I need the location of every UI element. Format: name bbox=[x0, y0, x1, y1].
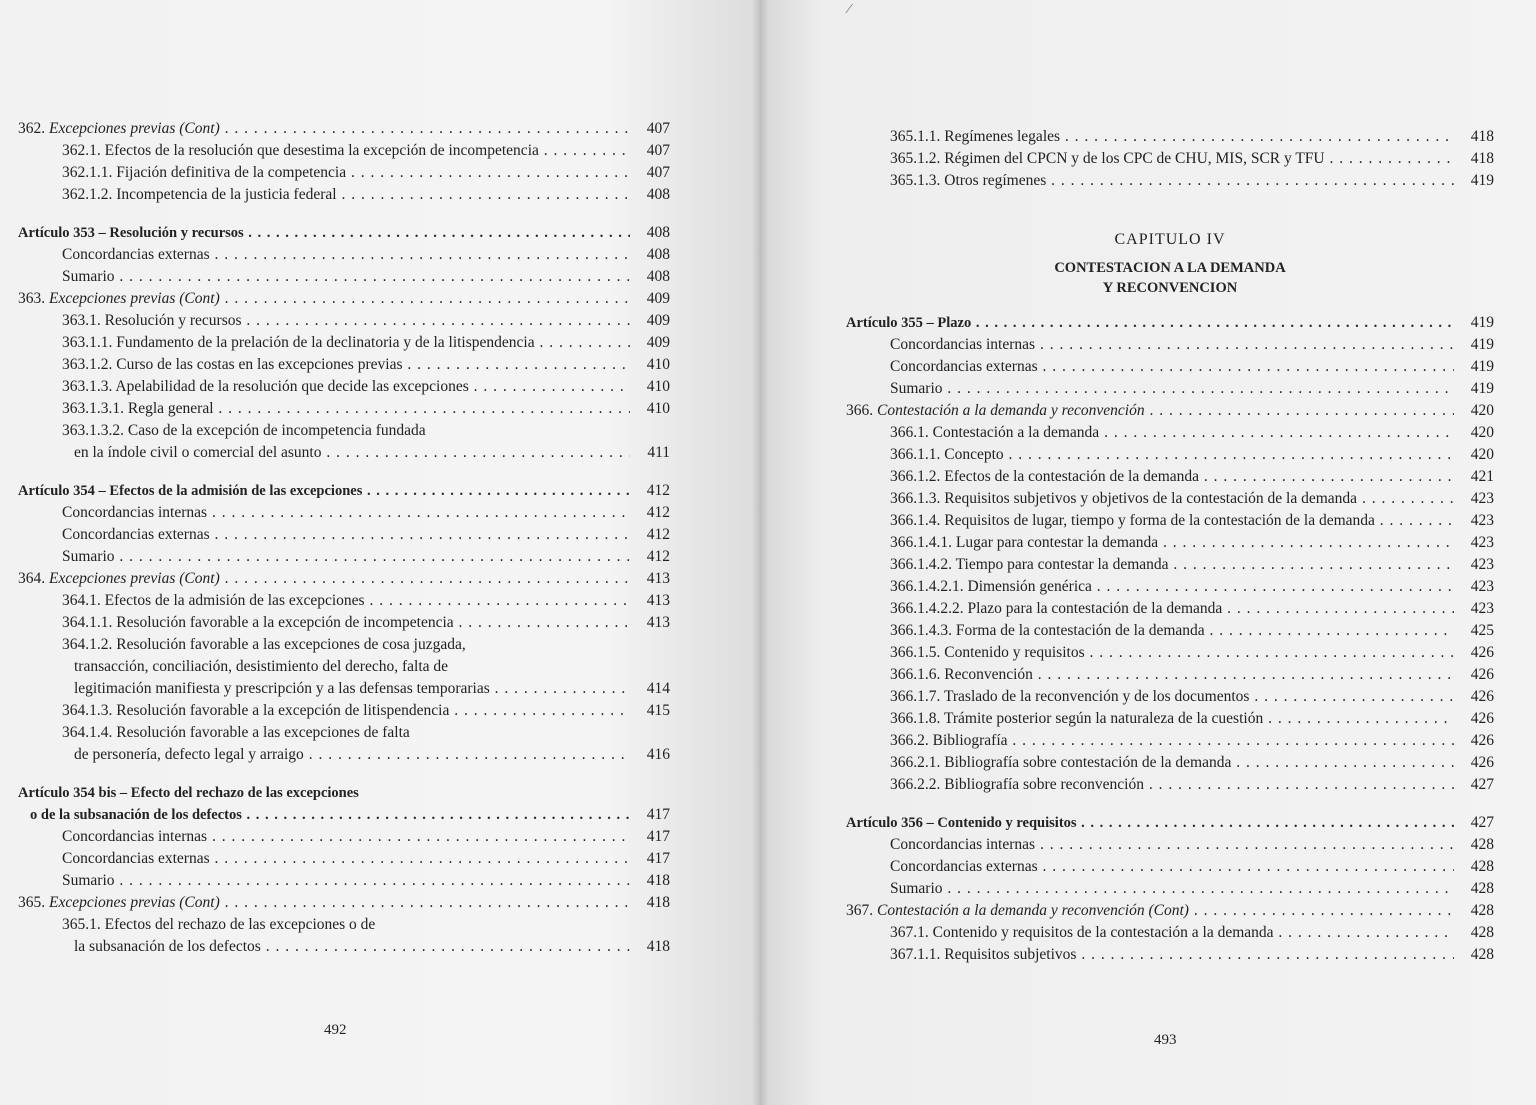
toc-page-number: 410 bbox=[646, 356, 670, 373]
toc-entry-text: Concordancias internas . . . bbox=[18, 502, 630, 524]
toc-page-number: 426 bbox=[1470, 710, 1494, 727]
toc-entry-text: 363.1.3.1. Regla general . . . bbox=[18, 398, 630, 420]
toc-page-number: 423 bbox=[1470, 578, 1494, 595]
toc-page-number: 426 bbox=[1470, 688, 1494, 705]
toc-page-number: 419 bbox=[1470, 172, 1494, 189]
toc-page-number: 408 bbox=[646, 224, 670, 241]
toc-page-number: 412 bbox=[646, 526, 670, 543]
toc-entry bbox=[18, 590, 670, 612]
toc-page-number: 423 bbox=[1470, 556, 1494, 573]
toc-entry bbox=[846, 532, 1494, 554]
section-number: 365. bbox=[18, 894, 46, 911]
toc-entry-text: 367.1. Contenido y requisitos de la contestación a la demanda . . . bbox=[846, 922, 1454, 944]
chapter-title-line: Y RECONVENCION bbox=[1102, 280, 1238, 296]
toc-page-number: 407 bbox=[646, 120, 670, 137]
section-number: 362. bbox=[18, 120, 46, 137]
section-title: Excepciones previas (Cont) bbox=[49, 120, 220, 137]
toc-entry bbox=[18, 848, 670, 870]
toc-page-number: 412 bbox=[646, 482, 670, 499]
toc-page-number: 408 bbox=[646, 268, 670, 285]
toc-entry-text bbox=[18, 568, 630, 590]
toc-entry-text bbox=[18, 118, 630, 140]
toc-page-number: 407 bbox=[646, 164, 670, 181]
toc-page-number: 423 bbox=[1470, 600, 1494, 617]
toc-entry-line: 364.1.4. Resolución favorable a las excepciones de falta bbox=[62, 724, 410, 741]
toc-page-number: 427 bbox=[1470, 776, 1494, 793]
toc-entry bbox=[18, 332, 670, 354]
toc-entry-text: Artículo 356 – Contenido y requisitos . . . bbox=[846, 812, 1454, 834]
toc-page-number: 423 bbox=[1470, 512, 1494, 529]
toc-page-number: 417 bbox=[646, 806, 670, 823]
toc-page-number: 428 bbox=[1470, 836, 1494, 853]
toc-page-number: 419 bbox=[1470, 314, 1494, 331]
toc-entry bbox=[846, 730, 1494, 752]
toc-entry-text bbox=[846, 400, 1454, 422]
toc-entry bbox=[846, 422, 1494, 444]
toc-page-number: 423 bbox=[1470, 490, 1494, 507]
section-title: Contestación a la demanda y reconvención (Cont) bbox=[877, 902, 1189, 919]
toc-entry-text: 367.1.1. Requisitos subjetivos . . . bbox=[846, 944, 1454, 966]
toc-entry-line: 365.1. Efectos del rechazo de las excepciones o de bbox=[62, 916, 376, 933]
toc-entry bbox=[846, 356, 1494, 378]
toc-entry-text: 364.1. Efectos de la admisión de las excepciones . . . bbox=[18, 590, 630, 612]
toc-entry-text: Concordancias externas . . . bbox=[18, 244, 630, 266]
toc-page-number: 420 bbox=[1470, 402, 1494, 419]
toc-entry-article bbox=[846, 812, 1494, 834]
toc-entry-text: Sumario . . . bbox=[18, 266, 630, 288]
toc-entry bbox=[18, 826, 670, 848]
toc-page-number: 407 bbox=[646, 142, 670, 159]
toc-entry bbox=[18, 700, 670, 722]
toc-page-number: 427 bbox=[1470, 814, 1494, 831]
toc-entry bbox=[846, 444, 1494, 466]
toc-entry-line: 364.1.2. Resolución favorable a las excepciones de cosa juzgada, bbox=[62, 636, 466, 653]
toc-page-number: 409 bbox=[646, 334, 670, 351]
chapter-entries bbox=[846, 312, 1494, 966]
toc-entry bbox=[846, 620, 1494, 642]
chapter-label: CAPITULO IV bbox=[1114, 231, 1226, 248]
toc-page-number: 410 bbox=[646, 378, 670, 395]
toc-entry-line: transacción, conciliación, desistimiento del derecho, falta de bbox=[74, 658, 449, 675]
toc-entry bbox=[846, 752, 1494, 774]
toc-entry bbox=[846, 170, 1494, 192]
section-title: Excepciones previas (Cont) bbox=[49, 570, 220, 587]
toc-entry-text: 363.1.3. Apelabilidad de la resolución que decide las excepciones . . . bbox=[18, 376, 630, 398]
toc-entry-text: 366.1.5. Contenido y requisitos . . . bbox=[846, 642, 1454, 664]
toc-page-number: 420 bbox=[1470, 424, 1494, 441]
toc-entry bbox=[18, 266, 670, 288]
toc-entry-text: Sumario . . . bbox=[846, 878, 1454, 900]
toc-entry-text: Concordancias internas . . . bbox=[846, 334, 1454, 356]
toc-entry-text: 366.1.4.1. Lugar para contestar la demanda . . . bbox=[846, 532, 1454, 554]
toc-entry bbox=[18, 420, 670, 464]
toc-page-number: 415 bbox=[646, 702, 670, 719]
toc-entry-text: 366.1.4.2. Tiempo para contestar la demanda . . . bbox=[846, 554, 1454, 576]
toc-entry bbox=[846, 126, 1494, 148]
toc-entry bbox=[18, 870, 670, 892]
toc-page-number: 418 bbox=[646, 894, 670, 911]
toc-entry-text: Concordancias internas . . . bbox=[846, 834, 1454, 856]
toc-page-number: 425 bbox=[1470, 622, 1494, 639]
toc-entry-section bbox=[18, 118, 670, 140]
toc-entry bbox=[846, 856, 1494, 878]
toc-page-number: 413 bbox=[646, 592, 670, 609]
toc-entry-text: Concordancias internas . . . bbox=[18, 826, 630, 848]
toc-entry bbox=[846, 878, 1494, 900]
toc-entry-line: Artículo 354 bis – Efecto del rechazo de las excepciones bbox=[18, 785, 359, 801]
toc-entry bbox=[846, 834, 1494, 856]
toc-entry-text: 366.1.4. Requisitos de lugar, tiempo y forma de la contestación de la demanda . . . bbox=[846, 510, 1454, 532]
toc-page-number: 416 bbox=[646, 746, 670, 763]
toc-page-number: 423 bbox=[1470, 534, 1494, 551]
toc-entry bbox=[18, 722, 670, 766]
toc-entry bbox=[846, 378, 1494, 400]
toc-entry bbox=[846, 466, 1494, 488]
toc-entry-text: 366.1.7. Traslado de la reconvención y de los documentos . . . bbox=[846, 686, 1454, 708]
toc-entry bbox=[846, 686, 1494, 708]
toc-page-number: 408 bbox=[646, 186, 670, 203]
toc-entry-text: Artículo 355 – Plazo . . . bbox=[846, 312, 1454, 334]
toc-page-number: 428 bbox=[1470, 924, 1494, 941]
section-title: Excepciones previas (Cont) bbox=[49, 894, 220, 911]
toc-entry-text: Concordancias externas . . . bbox=[846, 856, 1454, 878]
toc-entry-text: Sumario . . . bbox=[18, 870, 630, 892]
toc-entry-text: 363.1. Resolución y recursos . . . bbox=[18, 310, 630, 332]
toc-page-number: 428 bbox=[1470, 946, 1494, 963]
toc-entry-section bbox=[846, 900, 1494, 922]
toc-entry bbox=[18, 162, 670, 184]
toc-page-number: 426 bbox=[1470, 754, 1494, 771]
toc-entry-text: 366.1.3. Requisitos subjetivos y objetivos de la contestación de la demanda . . . bbox=[846, 488, 1454, 510]
toc-entry bbox=[846, 944, 1494, 966]
toc-entry bbox=[846, 510, 1494, 532]
toc-page-number: 418 bbox=[646, 938, 670, 955]
toc-entry-text: 364.1.1. Resolución favorable a la excepción de incompetencia . . . bbox=[18, 612, 630, 634]
toc-page-number: 426 bbox=[1470, 644, 1494, 661]
toc-entry bbox=[18, 310, 670, 332]
toc-entry bbox=[18, 502, 670, 524]
toc-entry-line: o de la subsanación de los defectos . . . bbox=[18, 804, 630, 826]
section-number: 367. bbox=[846, 902, 874, 919]
page-number-left: 492 bbox=[324, 1022, 347, 1038]
toc-entry bbox=[18, 612, 670, 634]
toc-entry-article bbox=[18, 222, 670, 244]
toc-entry bbox=[846, 554, 1494, 576]
toc-entry-section bbox=[18, 892, 670, 914]
toc-entry-text: 366.2.1. Bibliografía sobre contestación de la demanda . . . bbox=[846, 752, 1454, 774]
toc-page-number: 426 bbox=[1470, 666, 1494, 683]
toc-entry-text: 365.1.2. Régimen del CPCN y de los CPC de CHU, MIS, SCR y TFU . . . bbox=[846, 148, 1454, 170]
toc-entry bbox=[18, 376, 670, 398]
toc-page-number: 428 bbox=[1470, 858, 1494, 875]
toc-page-number: 426 bbox=[1470, 732, 1494, 749]
toc-entry bbox=[846, 664, 1494, 686]
toc-entry-article bbox=[846, 312, 1494, 334]
section-number: 366. bbox=[846, 402, 874, 419]
toc-entry-line: la subsanación de los defectos . . . bbox=[18, 936, 630, 958]
toc-entry bbox=[18, 546, 670, 568]
toc-entry-text: Concordancias externas . . . bbox=[18, 848, 630, 870]
toc-entry bbox=[18, 244, 670, 266]
toc-entry-text: 366.2.2. Bibliografía sobre reconvención . . . bbox=[846, 774, 1454, 796]
toc-entry bbox=[846, 148, 1494, 170]
toc-entry bbox=[18, 140, 670, 162]
toc-page-number: 412 bbox=[646, 548, 670, 565]
toc-entry-text: 366.2. Bibliografía . . . bbox=[846, 730, 1454, 752]
toc-entry bbox=[18, 354, 670, 376]
toc-page-number: 419 bbox=[1470, 336, 1494, 353]
toc-page-number: 408 bbox=[646, 246, 670, 263]
toc-entry bbox=[18, 398, 670, 420]
toc-entry-text: 365.1.1. Regímenes legales . . . bbox=[846, 126, 1454, 148]
toc-entry-text: 366.1.4.3. Forma de la contestación de la demanda . . . bbox=[846, 620, 1454, 642]
toc-entry bbox=[846, 334, 1494, 356]
section-number: 364. bbox=[18, 570, 46, 587]
toc-entry bbox=[18, 914, 670, 958]
toc-entry-text: 366.1.2. Efectos de la contestación de la demanda . . . bbox=[846, 466, 1454, 488]
toc-entry-text: 366.1.4.2.2. Plazo para la contestación de la demanda . . . bbox=[846, 598, 1454, 620]
toc-entry-article bbox=[18, 782, 670, 826]
toc-page-number: 418 bbox=[1470, 150, 1494, 167]
toc-page-number: 413 bbox=[646, 570, 670, 587]
toc-page-number: 413 bbox=[646, 614, 670, 631]
toc-entry-text: Concordancias externas . . . bbox=[18, 524, 630, 546]
toc-entry bbox=[846, 774, 1494, 796]
chapter-title-line: CONTESTACION A LA DEMANDA bbox=[1054, 260, 1286, 276]
toc-entry bbox=[18, 634, 670, 700]
toc-page-number: 421 bbox=[1470, 468, 1494, 485]
toc-entry-text: 362.1.2. Incompetencia de la justicia federal . . . bbox=[18, 184, 630, 206]
toc-page-number: 409 bbox=[646, 290, 670, 307]
toc-entry bbox=[846, 922, 1494, 944]
toc-page-number: 417 bbox=[646, 828, 670, 845]
toc-entry-text: 363.1.1. Fundamento de la prelación de la declinatoria y de la litispendencia . . . bbox=[18, 332, 630, 354]
toc-entry bbox=[846, 598, 1494, 620]
table-of-contents-right bbox=[846, 126, 1494, 966]
toc-entry-text: 365.1.3. Otros regímenes . . . bbox=[846, 170, 1454, 192]
toc-page-number: 418 bbox=[1470, 128, 1494, 145]
toc-page-number: 410 bbox=[646, 400, 670, 417]
toc-entry-text: 364.1.3. Resolución favorable a la excepción de litispendencia . . . bbox=[18, 700, 630, 722]
toc-entry-text: 366.1. Contestación a la demanda . . . bbox=[846, 422, 1454, 444]
toc-page-number: 412 bbox=[646, 504, 670, 521]
toc-entry-section bbox=[846, 400, 1494, 422]
toc-page-number: 419 bbox=[1470, 358, 1494, 375]
toc-page-number: 417 bbox=[646, 850, 670, 867]
toc-entry-text: 362.1.1. Fijación definitiva de la competencia . . . bbox=[18, 162, 630, 184]
toc-entry-line: legitimación manifiesta y prescripción y a las defensas temporarias . . . bbox=[18, 678, 630, 700]
toc-page-number: 420 bbox=[1470, 446, 1494, 463]
toc-entry-section bbox=[18, 568, 670, 590]
toc-entry bbox=[846, 488, 1494, 510]
toc-entry-text bbox=[18, 288, 630, 310]
section-number: 363. bbox=[18, 290, 46, 307]
toc-entry-text: 366.1.1. Concepto . . . bbox=[846, 444, 1454, 466]
toc-page-number: 419 bbox=[1470, 380, 1494, 397]
toc-page-number: 418 bbox=[646, 872, 670, 889]
toc-page-number: 411 bbox=[647, 444, 670, 461]
toc-entry bbox=[846, 642, 1494, 664]
toc-entry-line: en la índole civil o comercial del asunto . . . bbox=[18, 442, 630, 464]
toc-entry-text: Artículo 354 – Efectos de la admisión de las excepciones . . . bbox=[18, 480, 630, 502]
toc-entry bbox=[846, 576, 1494, 598]
toc-entry-article bbox=[18, 480, 670, 502]
table-of-contents-left bbox=[18, 118, 670, 958]
toc-entry-text: Sumario . . . bbox=[846, 378, 1454, 400]
toc-entry-text: 366.1.6. Reconvención . . . bbox=[846, 664, 1454, 686]
toc-entry-text: 366.1.8. Trámite posterior según la naturaleza de la cuestión . . . bbox=[846, 708, 1454, 730]
section-title: Contestación a la demanda y reconvención bbox=[877, 402, 1145, 419]
chapter-heading bbox=[846, 228, 1494, 298]
toc-page-number: 428 bbox=[1470, 880, 1494, 897]
toc-entry bbox=[846, 708, 1494, 730]
toc-page-number: 409 bbox=[646, 312, 670, 329]
toc-page-number: 428 bbox=[1470, 902, 1494, 919]
toc-entry-section bbox=[18, 288, 670, 310]
toc-entry-text bbox=[18, 892, 630, 914]
section-title: Excepciones previas (Cont) bbox=[49, 290, 220, 307]
toc-entry-text bbox=[846, 900, 1454, 922]
toc-entry-text: 363.1.2. Curso de las costas en las excepciones previas . . . bbox=[18, 354, 630, 376]
toc-entry-text: 362.1. Efectos de la resolución que desestima la excepción de incompetencia . . . bbox=[18, 140, 630, 162]
toc-entry bbox=[18, 184, 670, 206]
book-gutter bbox=[752, 0, 768, 1105]
pencil-mark: ⁄ bbox=[848, 2, 851, 17]
toc-page-number: 414 bbox=[646, 680, 670, 697]
toc-entry-line: de personería, defecto legal y arraigo . . . bbox=[18, 744, 630, 766]
toc-entry bbox=[18, 524, 670, 546]
toc-entry-text: Concordancias externas . . . bbox=[846, 356, 1454, 378]
toc-entry-text: Artículo 353 – Resolución y recursos . . . bbox=[18, 222, 630, 244]
toc-entry-text: 366.1.4.2.1. Dimensión genérica . . . bbox=[846, 576, 1454, 598]
page-number-right: 493 bbox=[1154, 1032, 1177, 1048]
toc-entry-line: 363.1.3.2. Caso de la excepción de incompetencia fundada bbox=[62, 422, 426, 439]
toc-entry-text: Sumario . . . bbox=[18, 546, 630, 568]
